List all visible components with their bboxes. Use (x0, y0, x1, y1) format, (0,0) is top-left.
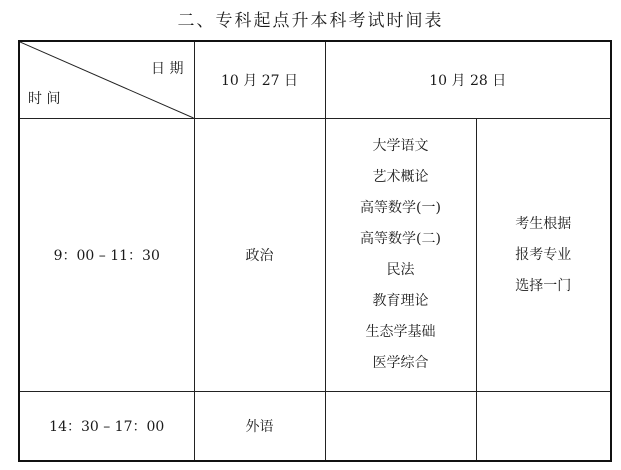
subject-item: 医学综合 (372, 355, 429, 371)
morning-day2-note-cell (476, 119, 611, 392)
exam-schedule-table (18, 40, 612, 462)
subject-item: 大学语文 (372, 138, 429, 154)
corner-header-cell (19, 41, 194, 119)
note-line: 考生根据 (515, 215, 572, 232)
page-title: 二、专科起点升本科考试时间表 (177, 11, 444, 31)
afternoon-day2-empty-cell (325, 392, 476, 462)
morning-session-row (19, 119, 611, 392)
day1-header: 10 月 27 日 (194, 41, 325, 119)
header-row (19, 41, 611, 119)
corner-date-label: 日 期 (151, 61, 184, 77)
morning-day2-subjects-cell (325, 119, 476, 392)
subject-item: 生态学基础 (365, 324, 436, 340)
subject-item: 高等数学(一) (360, 200, 441, 216)
afternoon-day2-note-empty-cell (476, 392, 611, 462)
morning-time: 9：00 – 11：30 (19, 119, 194, 392)
subject-item: 艺术概论 (372, 169, 429, 185)
corner-time-label: 时 间 (28, 91, 61, 107)
afternoon-time: 14：30 – 17：00 (19, 392, 194, 462)
note-line: 报考专业 (515, 246, 572, 263)
day2-header: 10 月 28 日 (325, 41, 611, 119)
subject-item: 民法 (386, 262, 415, 278)
morning-day1-subject: 政治 (194, 119, 325, 392)
subject-item: 教育理论 (372, 293, 429, 309)
afternoon-day1-subject: 外语 (194, 392, 325, 462)
selection-note (477, 209, 611, 302)
subject-item: 高等数学(二) (360, 231, 441, 247)
note-line: 选择一门 (515, 277, 572, 294)
afternoon-session-row (19, 392, 611, 462)
day2-subject-list (326, 131, 476, 379)
